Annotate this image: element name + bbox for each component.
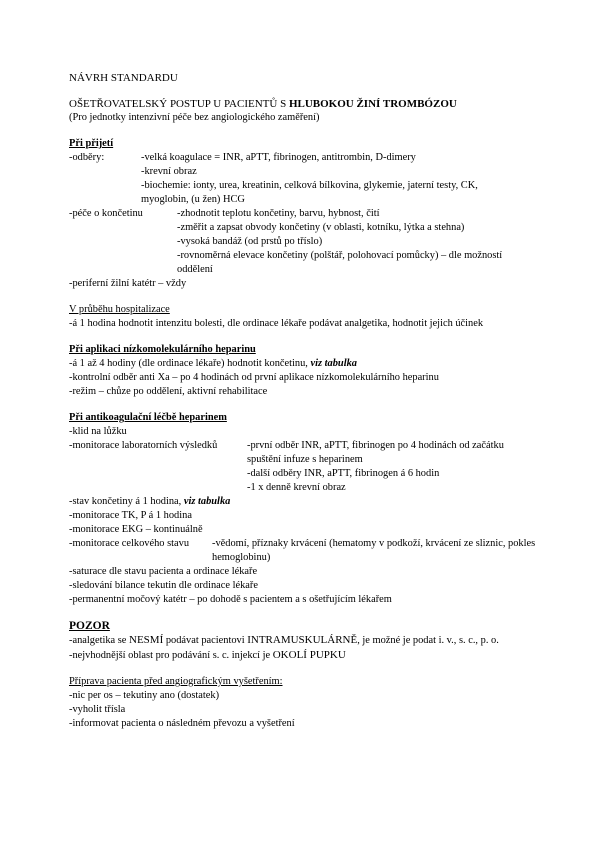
warning-caps: NESMÍ (129, 634, 164, 646)
general-state-row (69, 537, 539, 565)
angio-item: -informovat pacienta o následném převozu a vyšetření (69, 718, 295, 729)
angio-item: -nic per os – tekutiny ano (dostatek) (69, 690, 220, 701)
lab-monitoring-item: -další odběry INR, aPTT, fibrinogen á 6 hodin (247, 468, 440, 479)
warning-caps: OKOLÍ PUPKU (272, 649, 346, 661)
limb-status-line (69, 495, 539, 509)
warning-heading: POZOR (69, 620, 110, 632)
subtitle-prefix: OŠETŘOVATELSKÝ POSTUP U PACIENTŮ S (69, 98, 289, 110)
limb-care-values (177, 207, 539, 277)
odbery-values (141, 151, 539, 207)
urinary-catheter-line: -permanentní močový katétr – po dohodě s pacientem a s ošetřujícím lékařem (69, 594, 392, 605)
catheter-line: -periferní žilní katétr – vždy (69, 278, 187, 289)
lab-monitoring-item: -1 x denně krevní obraz (247, 482, 346, 493)
section-angio-heading: Příprava pacienta před angiografickým vyšetřením: (69, 676, 283, 687)
general-state-text: -vědomí, příznaky krvácení (hematomy v podkoží, krvácení ze sliznic, pokles hemoglobinu) (212, 538, 536, 563)
lab-monitoring-label: -monitorace laboratorních výsledků (69, 440, 218, 451)
limb-care-label: -péče o končetinu (69, 208, 143, 219)
odbery-item: -biochemie: ionty, urea, kreatinin, celková bílkovina, glykemie, jaterní testy, CK, myoglobin, (u žen) HCG (141, 180, 478, 205)
saturation-line: -saturace dle stavu pacienta a ordinace lékaře (69, 566, 258, 577)
tk-line: -monitorace TK, P á 1 hodina (69, 510, 192, 521)
limb-care-row (69, 207, 539, 277)
document-subtitle (69, 97, 539, 111)
odbery-label: -odběry: (69, 152, 105, 163)
subtitle-bold: HLUBOKOU ŽINÍ TROMBÓZOU (288, 98, 457, 110)
warning-text: -analgetika se (69, 635, 130, 646)
odbery-row (69, 151, 539, 207)
heparin-table-reference: viz tabulka (183, 496, 231, 507)
odbery-item: -krevní obraz (141, 166, 197, 177)
lmwh-line-2: -kontrolní odběr anti Xa – po 4 hodinách od první aplikace nízkomolekulárního heparinu (69, 372, 439, 383)
section-heparin-heading: Při antikoagulační léčbě heparinem (69, 412, 227, 423)
lmwh-line-3: -režim – chůze po oddělení, aktivní rehabilitace (69, 386, 268, 397)
document-title: NÁVRH STANDARDU (69, 72, 178, 84)
lab-monitoring-item: -první odběr INR, aPTT, fibrinogen po 4 hodinách od začátku spuštění infuze s heparinem (247, 440, 504, 465)
warning-text: podávat pacientovi (163, 635, 248, 646)
warning-text: -nejvhodnější oblast pro podávání s. c. injekcí je (69, 650, 273, 661)
limb-care-item: -rovnoměrná elevace končetiny (polštář, polohovací pomůcky) – dle možností oddělení (177, 250, 503, 275)
general-state-label: -monitorace celkového stavu (69, 538, 190, 549)
section-admission-heading: Při přijetí (69, 138, 114, 149)
fluid-balance-line: -sledování bilance tekutin dle ordinace lékaře (69, 580, 258, 591)
limb-care-item: -změřit a zapsat obvody končetiny (v oblasti, kotníku, lýtka a stehna) (177, 222, 465, 233)
section-lmwh-heading: Při aplikaci nízkomolekulárního heparinu (69, 344, 256, 355)
odbery-item: -velká koagulace = INR, aPTT, fibrinogen, antitrombin, D-dimery (141, 152, 416, 163)
general-state-value (212, 537, 539, 565)
subtitle-note: (Pro jednotky intenzivní péče bez angiologického zaměření) (69, 112, 320, 123)
lab-monitoring-row (69, 439, 539, 495)
limb-status-text: -stav končetiny á 1 hodina, (69, 496, 184, 507)
ekg-line: -monitorace EKG – kontinuálně (69, 524, 203, 535)
limb-care-item: -zhodnotit teplotu končetiny, barvu, hybnost, čití (177, 208, 380, 219)
bed-rest-line: -klid na lůžku (69, 426, 127, 437)
warning-text: , je možné je podat i. v., s. c., p. o. (357, 635, 499, 646)
warning-line-2 (69, 648, 539, 663)
angio-item: -vyholit třísla (69, 704, 126, 715)
warning-caps: INTRAMUSKULÁRNĚ (247, 634, 358, 646)
lmwh-table-reference: viz tabulka (310, 358, 357, 369)
section-hospitalization-heading: V průběhu hospitalizace (69, 304, 170, 315)
lmwh-line-1 (69, 357, 539, 371)
lab-monitoring-values (247, 439, 539, 495)
lmwh-line-1-text: -á 1 až 4 hodiny (dle ordinace lékaře) hodnotit končetinu, (69, 358, 311, 369)
warning-line-1 (69, 633, 539, 648)
document-page (69, 71, 539, 731)
hospitalization-line: -á 1 hodina hodnotit intenzitu bolesti, dle ordinace lékaře podávat analgetika, hodnotit jejich účinek (69, 318, 484, 329)
limb-care-item: -vysoká bandáž (od prstů po tříslo) (177, 236, 323, 247)
